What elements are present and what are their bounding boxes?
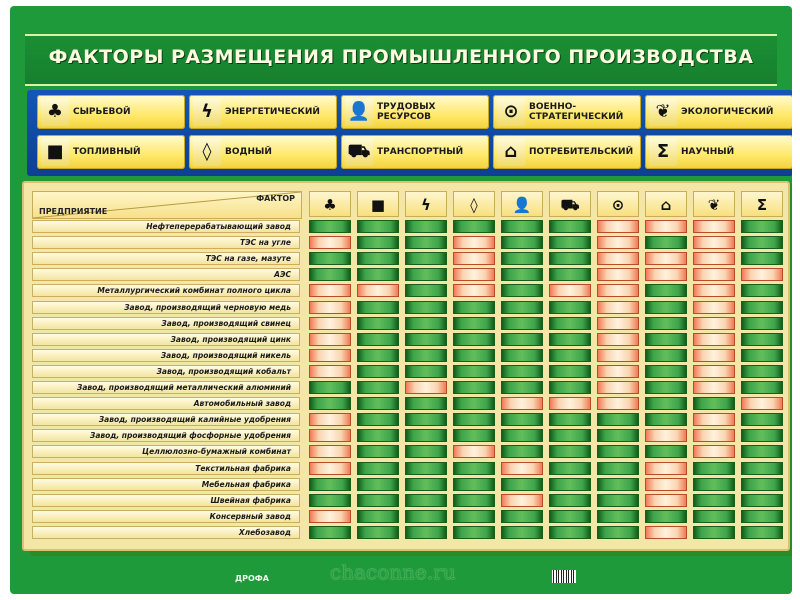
factor-cell-marked (453, 252, 495, 265)
factor-cell (741, 462, 783, 475)
table-row-label: ТЭС на угле (32, 236, 300, 249)
factor-cell (693, 526, 735, 539)
factor-cell-marked (645, 429, 687, 442)
factor-cell (549, 510, 591, 523)
table-row-label: Завод, производящий кобальт (32, 365, 300, 378)
factor-cell (741, 252, 783, 265)
factor-cell (453, 365, 495, 378)
factor-cell-marked (693, 429, 735, 442)
factor-cell (501, 220, 543, 233)
factor-cell (357, 462, 399, 475)
factor-cell-marked (645, 478, 687, 491)
factor-cell (405, 365, 447, 378)
table-row-label: Завод, производящий фосфорные удобрения (32, 429, 300, 442)
factor-cell (357, 252, 399, 265)
ecology-icon: ❦ (707, 196, 721, 214)
factor-cell (357, 494, 399, 507)
legend-label: ЭКОЛОГИЧЕСКИЙ (681, 107, 774, 117)
factor-cell (453, 526, 495, 539)
factor-cell (501, 365, 543, 378)
legend-item-science (645, 135, 792, 169)
factor-cell-marked (309, 510, 351, 523)
factor-cell (357, 381, 399, 394)
legend-item-energy (189, 95, 337, 129)
factor-cell (357, 526, 399, 539)
factor-cell (405, 413, 447, 426)
consumer-icon: ⌂ (497, 138, 525, 166)
factor-cell (453, 413, 495, 426)
column-header-military (597, 191, 639, 217)
factor-cell (357, 413, 399, 426)
legend-item-consumer (493, 135, 641, 169)
factor-cell (597, 462, 639, 475)
factor-cell (645, 317, 687, 330)
table-row-label: Завод, производящий калийные удобрения (32, 413, 300, 426)
factor-cell (357, 478, 399, 491)
factor-cell (357, 236, 399, 249)
factor-cell-marked (693, 413, 735, 426)
factor-cell (741, 526, 783, 539)
factor-cell (645, 510, 687, 523)
factor-cell (645, 236, 687, 249)
factor-cell-marked (597, 397, 639, 410)
factor-cell-marked (309, 462, 351, 475)
factor-cell (741, 445, 783, 458)
factor-cell-marked (645, 220, 687, 233)
factor-cell-marked (597, 317, 639, 330)
legend-item-transport (341, 135, 489, 169)
factor-cell (405, 252, 447, 265)
factor-cell (405, 510, 447, 523)
factor-cell (645, 333, 687, 346)
table-row-label: Металлургический комбинат полного цикла (32, 284, 300, 297)
factor-cell-marked (597, 236, 639, 249)
factor-cell (741, 510, 783, 523)
factor-cell-marked (741, 268, 783, 281)
energy-icon: ϟ (193, 98, 221, 126)
factor-cell (645, 284, 687, 297)
factor-cell-marked (501, 397, 543, 410)
factor-cell (309, 381, 351, 394)
factor-cell (549, 349, 591, 362)
factor-cell-marked (309, 429, 351, 442)
factor-cell-marked (453, 268, 495, 281)
factor-cell-marked (693, 252, 735, 265)
factor-cell (741, 429, 783, 442)
factor-cell-marked (597, 252, 639, 265)
factor-cell-marked (309, 301, 351, 314)
factor-cell (645, 365, 687, 378)
factor-cell (549, 252, 591, 265)
factor-cell (453, 317, 495, 330)
factor-cell-marked (597, 365, 639, 378)
factor-cell-marked (405, 381, 447, 394)
transport-icon: ⛟ (560, 196, 580, 214)
legend-label: НАУЧНЫЙ (681, 147, 735, 157)
table-row-label: Завод, производящий черновую медь (32, 301, 300, 314)
column-header-raw-material (309, 191, 351, 217)
factor-cell-marked (693, 236, 735, 249)
factor-cell (357, 510, 399, 523)
factor-cell (357, 349, 399, 362)
factor-cell (405, 478, 447, 491)
factor-cell (741, 333, 783, 346)
factor-cell-marked (597, 301, 639, 314)
factor-cell (549, 301, 591, 314)
factor-cell (405, 397, 447, 410)
column-header-transport (549, 191, 591, 217)
factor-cell (549, 413, 591, 426)
factor-cell-marked (597, 381, 639, 394)
factor-cell (741, 365, 783, 378)
legend-item-military (493, 95, 641, 129)
table-row-label: Нефтеперерабатывающий завод (32, 220, 300, 233)
factor-cell-marked (309, 333, 351, 346)
consumer-icon: ⌂ (660, 196, 672, 214)
table-row-label: Автомобильный завод (32, 397, 300, 410)
column-header-labor (501, 191, 543, 217)
factor-cell (357, 365, 399, 378)
factor-cell-marked (309, 365, 351, 378)
factor-cell-marked (309, 236, 351, 249)
table-row-label: Завод, производящий свинец (32, 317, 300, 330)
factor-cell (501, 413, 543, 426)
labor-icon: 👤 (345, 98, 373, 126)
factor-cell (645, 349, 687, 362)
factor-cell (357, 268, 399, 281)
factor-cell (453, 462, 495, 475)
fuel-icon: ■ (41, 138, 69, 166)
factor-cell (309, 478, 351, 491)
factor-cell-marked (549, 284, 591, 297)
science-icon: Σ (756, 196, 768, 214)
column-header-ecology (693, 191, 735, 217)
factor-cell (501, 317, 543, 330)
factor-cell (549, 445, 591, 458)
factor-cell-marked (693, 317, 735, 330)
factor-cell (549, 381, 591, 394)
legend-label: ТРАНСПОРТНЫЙ (377, 147, 464, 157)
ecology-icon: ❦ (649, 98, 677, 126)
transport-icon: ⛟ (345, 138, 373, 166)
science-icon: Σ (649, 138, 677, 166)
factor-cell-marked (645, 526, 687, 539)
factor-cell (357, 220, 399, 233)
factor-cell-marked (309, 349, 351, 362)
factor-cell (693, 397, 735, 410)
factor-cell (597, 478, 639, 491)
factor-cell (309, 494, 351, 507)
factor-cell (405, 445, 447, 458)
factor-cell (645, 381, 687, 394)
factor-cell (405, 429, 447, 442)
factor-cell (405, 333, 447, 346)
factor-cell-marked (597, 349, 639, 362)
factor-cell (405, 301, 447, 314)
factor-cell-marked (693, 220, 735, 233)
factor-cell-marked (693, 284, 735, 297)
factor-cell (741, 349, 783, 362)
factor-cell-marked (645, 268, 687, 281)
factor-cell-marked (453, 445, 495, 458)
water-icon: ◊ (470, 196, 478, 214)
factor-cell (501, 510, 543, 523)
factor-cell-marked (453, 236, 495, 249)
factor-cell-marked (741, 397, 783, 410)
factor-cell (453, 220, 495, 233)
factor-cell (741, 284, 783, 297)
column-header-fuel (357, 191, 399, 217)
factor-cell (693, 494, 735, 507)
table-corner-header (32, 191, 302, 219)
factor-cell (501, 268, 543, 281)
factor-cell-marked (453, 284, 495, 297)
factor-cell (741, 413, 783, 426)
legend-label: СЫРЬЕВОЙ (73, 107, 131, 117)
factor-cell-marked (597, 220, 639, 233)
factor-cell (405, 220, 447, 233)
header-enterprise-label: ПРЕДПРИЯТИЕ (39, 207, 108, 216)
legend-panel (27, 90, 792, 176)
factor-cell (405, 236, 447, 249)
factor-cell (357, 301, 399, 314)
factor-cell-marked (357, 284, 399, 297)
factor-cell (405, 494, 447, 507)
factor-cell (501, 526, 543, 539)
factor-cell (309, 220, 351, 233)
factor-cell (693, 478, 735, 491)
legend-item-raw-material (37, 95, 185, 129)
factor-cell (405, 462, 447, 475)
factor-cell (549, 365, 591, 378)
factor-cell (309, 526, 351, 539)
factor-cell-marked (309, 284, 351, 297)
factor-cell (501, 333, 543, 346)
raw-material-icon: ♣ (41, 98, 69, 126)
factor-cell-marked (693, 381, 735, 394)
water-icon: ◊ (193, 138, 221, 166)
table-row-label: Мебельная фабрика (32, 478, 300, 491)
factor-cell-marked (597, 333, 639, 346)
factor-cell-marked (549, 397, 591, 410)
factor-cell (357, 397, 399, 410)
factor-cell-marked (693, 268, 735, 281)
factor-cell (501, 301, 543, 314)
column-header-water (453, 191, 495, 217)
legend-label: ТОПЛИВНЫЙ (73, 147, 141, 157)
military-icon: ⊙ (497, 98, 525, 126)
factor-cell (549, 333, 591, 346)
factor-cell (453, 478, 495, 491)
factor-cell (357, 333, 399, 346)
factor-cell (597, 429, 639, 442)
factor-cell-marked (597, 268, 639, 281)
factor-cell (501, 236, 543, 249)
factor-cell (405, 349, 447, 362)
factor-cell (597, 445, 639, 458)
title-bar (25, 34, 777, 86)
legend-label: ПОТРЕБИТЕЛЬСКИЙ (529, 147, 634, 157)
factor-cell (693, 462, 735, 475)
factor-cell (549, 268, 591, 281)
factor-cell-marked (501, 494, 543, 507)
factor-cell (309, 252, 351, 265)
legend-label: ВОДНЫЙ (225, 147, 272, 157)
factor-cell-marked (309, 413, 351, 426)
factor-cell (741, 494, 783, 507)
factor-cell (453, 301, 495, 314)
factor-cell (741, 478, 783, 491)
legend-item-labor (341, 95, 489, 129)
factor-cell (741, 317, 783, 330)
column-header-energy (405, 191, 447, 217)
factor-cell (453, 333, 495, 346)
factor-cell (741, 236, 783, 249)
table-row-label: Завод, производящий металлический алюминий (32, 381, 300, 394)
factor-cell-marked (693, 333, 735, 346)
table-row-label: АЭС (32, 268, 300, 281)
factor-cell (357, 317, 399, 330)
factor-cell-marked (501, 462, 543, 475)
factor-cell-marked (645, 494, 687, 507)
factor-cell (549, 494, 591, 507)
table-row-label: Целлюлозно-бумажный комбинат (32, 445, 300, 458)
legend-item-ecology (645, 95, 792, 129)
poster-title: ФАКТОРЫ РАЗМЕЩЕНИЯ ПРОМЫШЛЕННОГО ПРОИЗВОДСТВА (48, 46, 754, 68)
factor-cell (405, 317, 447, 330)
factor-cell (309, 397, 351, 410)
factor-cell-marked (693, 301, 735, 314)
factor-cell (549, 526, 591, 539)
column-header-consumer (645, 191, 687, 217)
factor-cell (549, 220, 591, 233)
table-row-label: Завод, производящий цинк (32, 333, 300, 346)
table-row-label: Завод, производящий никель (32, 349, 300, 362)
raw-material-icon: ♣ (323, 196, 337, 214)
table-row-label: Швейная фабрика (32, 494, 300, 507)
table-row-label: Хлебозавод (32, 526, 300, 539)
factor-cell (501, 429, 543, 442)
factor-cell (597, 413, 639, 426)
factor-cell (597, 510, 639, 523)
factor-cell (453, 397, 495, 410)
factor-cell (501, 252, 543, 265)
labor-icon: 👤 (512, 196, 532, 214)
legend-item-fuel (37, 135, 185, 169)
barcode (552, 570, 576, 583)
site-watermark: chaconne.ru (330, 560, 456, 584)
factor-cell (453, 510, 495, 523)
factor-cell-marked (693, 445, 735, 458)
factor-cell-marked (309, 317, 351, 330)
military-icon: ⊙ (611, 196, 625, 214)
factor-cell (501, 349, 543, 362)
factor-cell (549, 478, 591, 491)
legend-label: ВОЕННО-СТРАТЕГИЧЕСКИЙ (529, 102, 624, 122)
factor-cell (405, 284, 447, 297)
legend-item-water (189, 135, 337, 169)
factor-cell (549, 429, 591, 442)
factor-cell (549, 236, 591, 249)
factor-cell (501, 381, 543, 394)
factor-cell (741, 301, 783, 314)
factor-cell-marked (645, 252, 687, 265)
fuel-icon: ■ (370, 196, 386, 214)
factor-cell (501, 445, 543, 458)
publisher-logo: ДРОФА (235, 574, 269, 583)
factor-cell (453, 429, 495, 442)
energy-icon: ϟ (421, 196, 431, 214)
factor-cell (357, 445, 399, 458)
legend-label: ЭНЕРГЕТИЧЕСКИЙ (225, 107, 320, 117)
factor-cell-marked (645, 462, 687, 475)
factor-cell (645, 397, 687, 410)
factor-cell (645, 413, 687, 426)
factor-cell (309, 268, 351, 281)
table-row-label: Текстильная фабрика (32, 462, 300, 475)
factor-cell-marked (693, 365, 735, 378)
table-row-label: ТЭС на газе, мазуте (32, 252, 300, 265)
table-row-label: Консервный завод (32, 510, 300, 523)
footer (0, 560, 800, 588)
factor-cell (357, 429, 399, 442)
factor-cell (597, 526, 639, 539)
factor-cell (645, 301, 687, 314)
factor-cell (453, 349, 495, 362)
factor-cell (453, 494, 495, 507)
factor-cell (597, 494, 639, 507)
header-factor-label: ФАКТОР (256, 194, 295, 203)
factor-cell (549, 462, 591, 475)
factor-cell (405, 268, 447, 281)
factor-cell (741, 220, 783, 233)
factor-cell-marked (309, 445, 351, 458)
legend-label: ТРУДОВЫХ РЕСУРСОВ (377, 102, 436, 122)
factor-cell (549, 317, 591, 330)
factor-cell-marked (693, 349, 735, 362)
column-header-science (741, 191, 783, 217)
factor-cell (501, 478, 543, 491)
factor-cell (501, 284, 543, 297)
factor-cell (645, 445, 687, 458)
factor-cell-marked (597, 284, 639, 297)
factor-cell (453, 381, 495, 394)
factor-cell (693, 510, 735, 523)
factor-cell (741, 381, 783, 394)
factor-cell (405, 526, 447, 539)
